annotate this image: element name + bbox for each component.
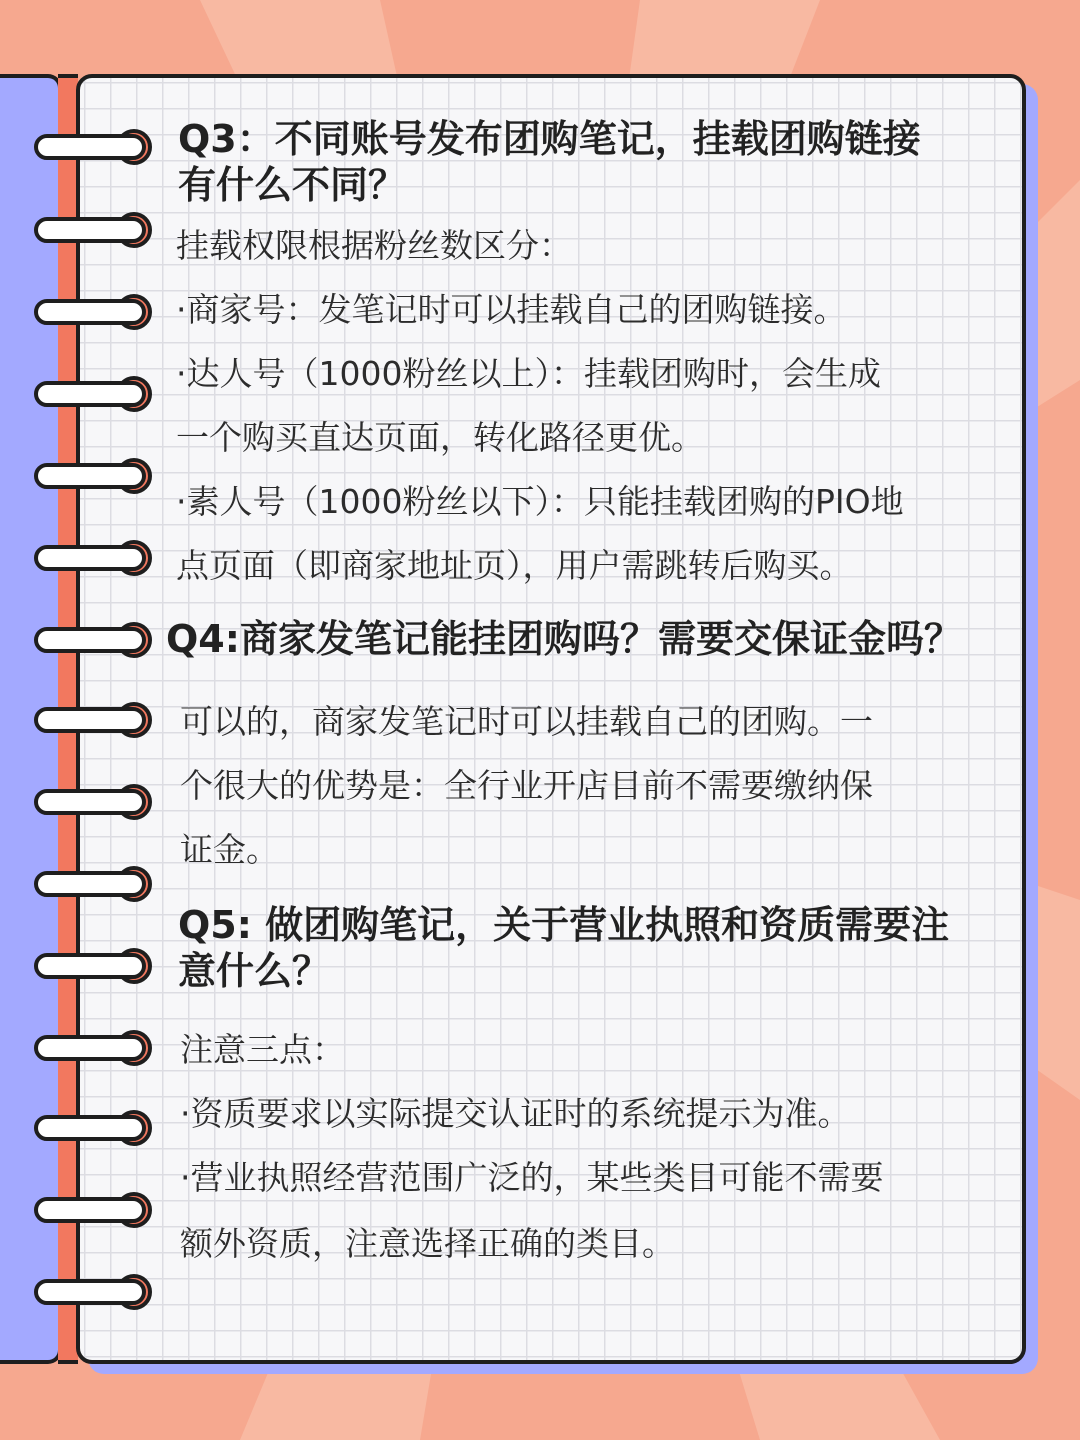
q3-line: 点页面（即商家地址页），用户需跳转后购买。 [176,546,853,585]
binder-ring [32,620,156,660]
binder-ring [32,456,156,496]
q3-line: ·素人号（1000粉丝以下）：只能挂载团购的PIO地 [176,482,904,521]
q5-line: ·资质要求以实际提交认证时的系统提示为准。 [180,1094,851,1133]
q4-line: 可以的，商家发笔记时可以挂载自己的团购。一 [180,702,873,741]
binder-ring [32,700,156,740]
q3-line: ·商家号：发笔记时可以挂载自己的团购链接。 [176,290,847,329]
q5-title-line1: Q5: 做团购笔记，关于营业执照和资质需要注 [178,903,950,947]
q3-intro: 挂载权限根据粉丝数区分： [176,226,572,265]
q5-title-line2: 意什么？ [178,949,331,993]
binder-ring [32,1272,156,1312]
binder-ring [32,210,156,250]
q3-title-line2: 有什么不同？ [178,163,407,207]
binder-ring [32,374,156,414]
binder-ring [32,864,156,904]
binder-ring [32,1190,156,1230]
binder-ring [32,782,156,822]
q4-line: 证金。 [180,830,279,869]
binder-ring [32,1028,156,1068]
binder-ring [32,538,156,578]
q5-line: 额外资质，注意选择正确的类目。 [180,1224,675,1263]
binder-ring [32,946,156,986]
q4-line: 个很大的优势是：全行业开店目前不需要缴纳保 [180,766,873,805]
q3-line: ·达人号（1000粉丝以上）：挂载团购时，会生成 [176,354,881,393]
binder-ring [32,292,156,332]
q3-title-line1: Q3：不同账号发布团购笔记，挂载团购链接 [178,117,921,161]
binder-ring [32,127,156,167]
q3-line: 一个购买直达页面，转化路径更优。 [176,418,704,457]
q4-title: Q4:商家发笔记能挂团购吗？需要交保证金吗？ [166,617,962,661]
binder-ring [32,1108,156,1148]
q5-intro: 注意三点： [180,1030,345,1069]
q5-line: ·营业执照经营范围广泛的，某些类目可能不需要 [180,1158,884,1197]
